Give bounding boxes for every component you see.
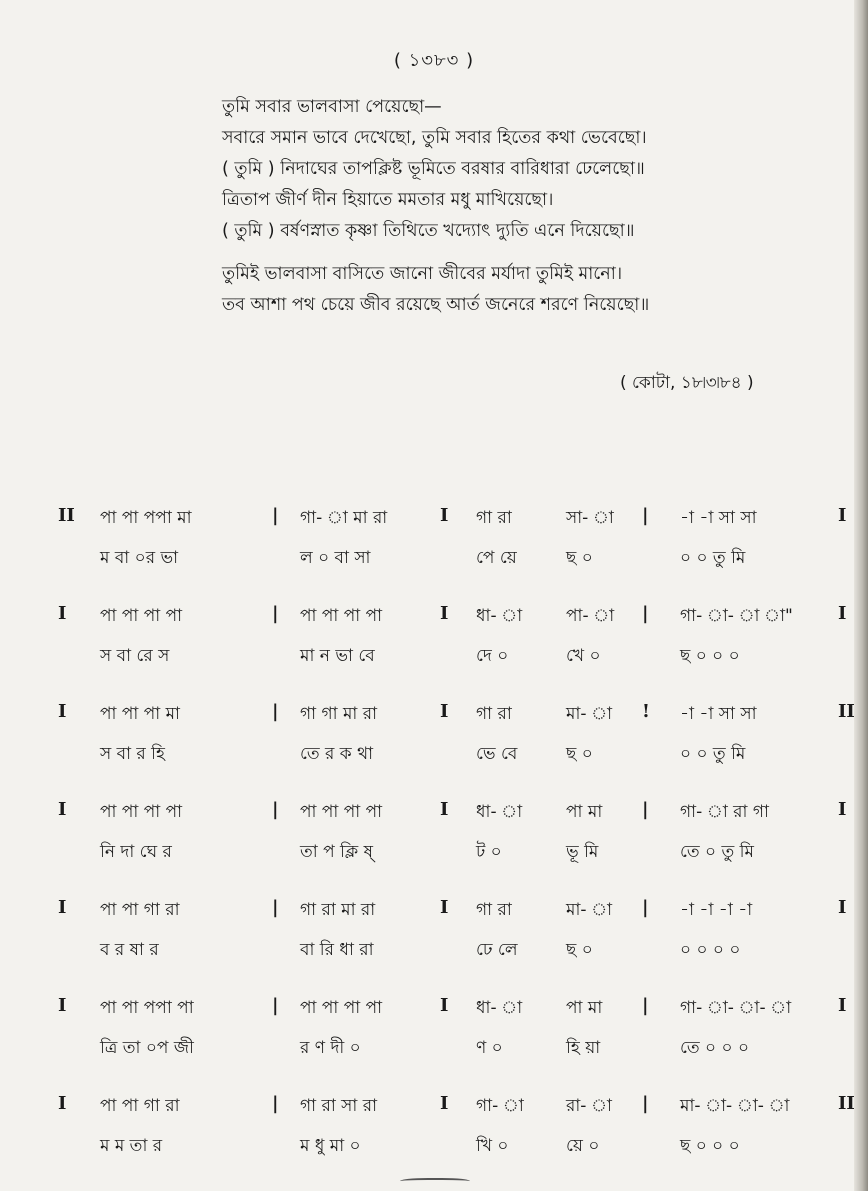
note-group: পা পা পা মা bbox=[100, 704, 180, 724]
barline: I bbox=[440, 995, 449, 1016]
barline: I bbox=[440, 897, 449, 918]
syllable-group: স বা রে স bbox=[100, 646, 170, 666]
syllable-group: স বা র হি bbox=[100, 744, 165, 764]
barline: | bbox=[272, 897, 279, 918]
syllable-group: হি য়া bbox=[566, 1038, 601, 1058]
note-group: পা পা পা পা bbox=[100, 606, 183, 626]
syllable-group: দে ০ bbox=[476, 646, 509, 666]
syllable-group: ০ ০ ০ ০ bbox=[680, 940, 741, 960]
barline: I bbox=[58, 995, 67, 1016]
syllable-group: মা ন ভা বে bbox=[300, 646, 375, 666]
barline: | bbox=[642, 1093, 649, 1114]
notation-row bbox=[0, 701, 868, 799]
syllable-group: ছ ০ bbox=[566, 744, 593, 764]
note-group: পা পা গা রা bbox=[100, 900, 180, 920]
page-number: ( ১৩৮৩ ) bbox=[393, 50, 475, 71]
lyric-line: তব আশা পথ চেয়ে জীব রয়েছে আর্ত জনেরে শরণে নিয়েছো॥ bbox=[222, 295, 650, 315]
syllable-group: ভে বে bbox=[476, 744, 518, 764]
note-group: গা রা bbox=[476, 900, 512, 920]
barline: | bbox=[272, 603, 279, 624]
lyric-line: তুমি সবার ভালবাসা পেয়েছো— bbox=[222, 97, 442, 117]
barline: I bbox=[440, 701, 449, 722]
syllable-group: ঢে লে bbox=[476, 940, 518, 960]
barline: | bbox=[642, 799, 649, 820]
note-group: মা- া- া- া bbox=[680, 1096, 790, 1116]
syllable-group: ছ ০ bbox=[566, 940, 593, 960]
syllable-group: তা প ক্লি ষ্ bbox=[300, 842, 373, 862]
lyric-line: ত্রিতাপ জীর্ণ দীন হিয়াতে মমতার মধু মাখিয়েছো। bbox=[222, 190, 554, 210]
note-group: মা- া bbox=[566, 704, 613, 724]
syllable-group: য়ে ০ bbox=[566, 1136, 600, 1156]
note-group: গা- া মা রা bbox=[300, 508, 388, 528]
note-group: পা মা bbox=[566, 802, 603, 822]
note-group: গা- া রা গা bbox=[680, 802, 769, 822]
syllable-group: নি দা ঘে র bbox=[100, 842, 172, 862]
barline: | bbox=[642, 995, 649, 1016]
barline: II bbox=[58, 505, 75, 526]
syllable-group: খে ০ bbox=[566, 646, 601, 666]
page-bottom-mark bbox=[400, 1178, 470, 1186]
syllable-group: ০ ০ তু মি bbox=[680, 744, 746, 764]
syllable-group: ল ০ বা সা bbox=[300, 548, 371, 568]
syllable-group: ম ধু মা ০ bbox=[300, 1136, 361, 1156]
note-group: পা পা পা পা bbox=[300, 802, 383, 822]
syllable-group: ছ ০ ০ ০ bbox=[680, 1136, 740, 1156]
barline: | bbox=[272, 701, 279, 722]
syllable-group: ভূ মি bbox=[566, 842, 599, 862]
syllable-group: ব র ষা র bbox=[100, 940, 159, 960]
lyrics-block bbox=[222, 92, 842, 321]
notation-row bbox=[0, 1093, 868, 1191]
syllable-group: পে য়ে bbox=[476, 548, 517, 568]
note-group: পা পা পা পা bbox=[300, 998, 383, 1018]
syllable-group: ছ ০ bbox=[566, 548, 593, 568]
barline: II bbox=[838, 1093, 855, 1114]
barline: | bbox=[272, 1093, 279, 1114]
barline: I bbox=[440, 799, 449, 820]
syllable-group: ম বা ০র ভা bbox=[100, 548, 179, 568]
barline: I bbox=[440, 1093, 449, 1114]
barline: | bbox=[272, 995, 279, 1016]
note-group: ধা- া bbox=[476, 606, 523, 626]
barline: I bbox=[838, 799, 847, 820]
barline: I bbox=[838, 505, 847, 526]
note-group: গা রা মা রা bbox=[300, 900, 376, 920]
barline: | bbox=[272, 799, 279, 820]
notation-row bbox=[0, 603, 868, 701]
note-group: গা- া- া া" bbox=[680, 606, 793, 626]
note-group: সা- া bbox=[566, 508, 614, 528]
barline: I bbox=[440, 505, 449, 526]
note-group: পা পা পপা পা bbox=[100, 998, 194, 1018]
syllable-group: তে ০ ০ ০ bbox=[680, 1038, 750, 1058]
syllable-group: ম ম তা র bbox=[100, 1136, 163, 1156]
barline: ! bbox=[642, 701, 650, 722]
syllable-group: ট ০ bbox=[476, 842, 502, 862]
note-group: পা- া bbox=[566, 606, 615, 626]
barline: I bbox=[838, 897, 847, 918]
note-group: পা পা পা পা bbox=[100, 802, 183, 822]
notation-row bbox=[0, 799, 868, 897]
barline: I bbox=[58, 799, 67, 820]
notation-row bbox=[0, 995, 868, 1093]
note-group: পা পা গা রা bbox=[100, 1096, 180, 1116]
note-group: -া -া -া -া bbox=[680, 900, 753, 920]
barline: | bbox=[642, 603, 649, 624]
note-group: পা পা পপা মা bbox=[100, 508, 192, 528]
barline: I bbox=[58, 603, 67, 624]
syllable-group: তে ০ তু মি bbox=[680, 842, 754, 862]
notation-row bbox=[0, 505, 868, 603]
note-group: মা- া bbox=[566, 900, 613, 920]
note-group: গা গা মা রা bbox=[300, 704, 378, 724]
barline: II bbox=[838, 701, 855, 722]
note-group: -া -া সা সা bbox=[680, 704, 757, 724]
note-group: গা- া- া- া bbox=[680, 998, 792, 1018]
note-group: ধা- া bbox=[476, 802, 523, 822]
syllable-group: ণ ০ bbox=[476, 1038, 503, 1058]
syllable-group: তে র ক থা bbox=[300, 744, 374, 764]
lyric-line: সবারে সমান ভাবে দেখেছো, তুমি সবার হিতের কথা ভেবেছো। bbox=[222, 128, 647, 148]
attribution: ( কোটা, ১৮৷৩৷৮৪ ) bbox=[620, 373, 754, 393]
note-group: গা রা সা রা bbox=[300, 1096, 378, 1116]
barline: I bbox=[58, 701, 67, 722]
note-group: রা- া bbox=[566, 1096, 612, 1116]
lyric-line: ( তুমি ) বর্ষণস্নাত কৃষ্ণা তিথিতে খদ্যোৎ দ্যুতি এনে দিয়েছো॥ bbox=[222, 221, 635, 241]
syllable-group: র ণ দী ০ bbox=[300, 1038, 361, 1058]
note-group: গা রা bbox=[476, 704, 512, 724]
barline: | bbox=[642, 505, 649, 526]
note-group: গা রা bbox=[476, 508, 512, 528]
note-group: পা পা পা পা bbox=[300, 606, 383, 626]
syllable-group: ত্রি তা ০প জী bbox=[100, 1038, 194, 1058]
notation-row bbox=[0, 897, 868, 995]
barline: I bbox=[838, 603, 847, 624]
notation-block bbox=[0, 505, 868, 1191]
lyric-line: ( তুমি ) নিদাঘের তাপক্লিষ্ট ভূমিতে বরষার বারিধারা ঢেলেছো॥ bbox=[222, 159, 645, 179]
note-group: -া -া সা সা bbox=[680, 508, 757, 528]
barline: I bbox=[440, 603, 449, 624]
lyric-line: তুমিই ভালবাসা বাসিতে জানো জীবের মর্যাদা তুমিই মানো। bbox=[222, 264, 623, 284]
syllable-group: ছ ০ ০ ০ bbox=[680, 646, 740, 666]
syllable-group: খি ০ bbox=[476, 1136, 509, 1156]
barline: I bbox=[58, 897, 67, 918]
syllable-group: বা রি ধা রা bbox=[300, 940, 374, 960]
barline: I bbox=[58, 1093, 67, 1114]
barline: | bbox=[272, 505, 279, 526]
note-group: পা মা bbox=[566, 998, 603, 1018]
syllable-group: ০ ০ তু মি bbox=[680, 548, 746, 568]
note-group: ধা- া bbox=[476, 998, 523, 1018]
note-group: গা- া bbox=[476, 1096, 524, 1116]
barline: I bbox=[838, 995, 847, 1016]
barline: | bbox=[642, 897, 649, 918]
